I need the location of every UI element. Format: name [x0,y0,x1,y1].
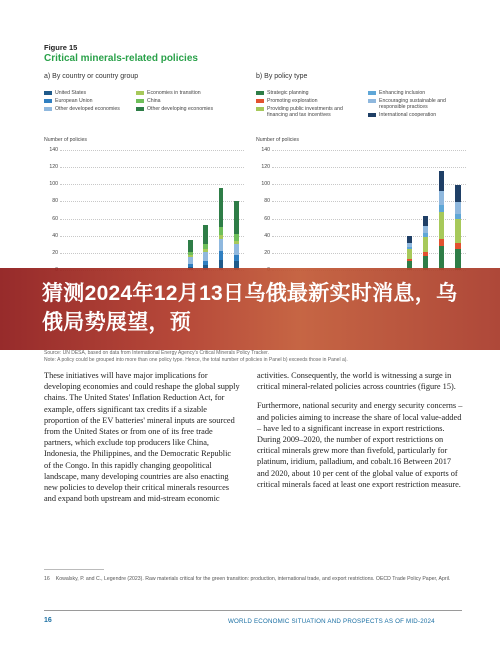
bar-segment [407,249,412,259]
y-tick-label: 120 [261,164,270,171]
legend-label: Promoting exploration [267,98,318,104]
body-paragraph: These initiatives will have major implications for developing economies and could reshape the global supply chains. The United States' Inflation Reduction Act, for example, offers significant tax credits if a sizable proportion of the EV batteries' mineral inputs are sourced from the United States or from one of its free trade partners, which exclude top producers like China, Indonesia, the Philippines, and the Democratic Republic of the Congo. In this rapidly changing geopolitical landscape, many developing countries are also enacting new policies to develop their critical minerals resources and expand both upstream and mid-stream economic [44,371,240,504]
legend-item [368,112,436,118]
legend-item [136,90,201,96]
headline-text: 猜测2024年12月13日乌俄最新实时消息，乌俄局势展望，预 [42,282,458,334]
legend-swatch [136,107,144,111]
gridline [60,201,244,202]
legend-swatch [44,99,52,103]
panel-b-title: b) By policy type [256,73,308,80]
legend-item [256,98,317,104]
y-tick-label: 60 [52,215,58,222]
footnote-separator [44,569,104,570]
bar-segment [407,243,412,247]
y-tick-label: 140 [261,147,270,153]
y-tick-label: 100 [49,181,58,188]
body-paragraph: Furthermore, national security and energy security concerns – and policies aiming to increase the share of local value-added – have led to a significant increase in export restrictions. During 2009–2020, the number of export restrictions on critical minerals grew more than fivefold, particularly for platinum, iridium, palladium, and cobalt.16 Between 2017 and 2020, about 10 per cent of the global value of exports of critical minerals faced at least one export restriction measure. [257,401,463,489]
footnote [44,576,464,583]
bar-segment [234,201,239,234]
bar-segment [423,226,428,233]
legend-item [44,98,93,104]
body-right-column [257,370,463,498]
legend-swatch [136,91,144,95]
bar-segment [423,233,428,236]
figure-source-note [44,350,464,363]
bar-segment [455,202,460,214]
gridline [272,201,466,202]
y-tick-label: 40 [52,232,58,239]
legend-label: Economies in transition [147,90,201,96]
legend-label: United States [55,90,87,96]
gridline [60,236,244,237]
gridline [60,150,244,151]
bar-segment [203,252,208,261]
bar-segment [188,257,193,264]
legend-item [368,90,425,96]
bar-segment [234,244,239,254]
legend-swatch [368,91,376,95]
gridline [272,150,466,151]
y-tick-label: 100 [261,181,270,188]
gridline [60,219,244,220]
legend-swatch [256,99,264,103]
legend-label: Enhancing inclusion [379,90,426,96]
bar-segment [455,243,460,249]
panel-a-title: a) By country or country group [44,73,139,80]
legend-swatch [368,113,376,117]
bar-segment [203,249,208,252]
figure-source: Source: UN DESA, based on data from International Energy Agency's Critical Minerals Policy Tracker. [44,350,269,356]
legend-label: Encouraging sustainable and responsible practices [379,98,446,110]
bar-segment [188,255,193,257]
bar-segment [423,216,428,226]
footer-title: WORLD ECONOMIC SITUATION AND PROSPECTS AS OF MID-2024 [228,618,435,625]
y-tick-label: 120 [49,164,58,171]
bar-segment [455,214,460,219]
legend-label: International cooperation [379,112,437,118]
page-number: 16 [44,617,52,624]
bar-segment [219,251,224,260]
bar-segment [219,235,224,239]
legend-item [44,106,124,112]
gridline [60,253,244,254]
legend-label: China [147,98,161,104]
legend-swatch [368,99,376,103]
legend-item [368,98,464,110]
bar-segment [455,185,460,202]
bar-segment [188,240,193,252]
legend-item [256,90,309,96]
body-paragraph: activities. Consequently, the world is witnessing a surge in critical mineral-related policies across countries (figure 15). [257,371,456,392]
chart-panel-b [256,146,466,274]
bar-segment [203,261,208,265]
bar-segment [203,225,208,244]
gridline [272,219,466,220]
bar-segment [219,227,224,235]
legend-label: Strategic planning [267,90,309,96]
figure-label: Figure 15 [44,43,78,52]
y-tick-label: 20 [264,249,270,256]
y-tick-label: 20 [52,249,58,256]
y-tick-label: 140 [49,147,58,153]
gridline [60,184,244,185]
bar-segment [423,252,428,256]
y-tick-label: 80 [264,198,270,205]
legend-item [136,98,161,104]
legend-swatch [256,107,264,111]
bar-segment [234,234,239,241]
bar-segment [455,249,460,270]
y-tick-label: 80 [52,198,58,205]
bar-segment [439,212,444,239]
bar-segment [439,191,444,205]
figure-note: Note: A policy could be grouped into more than one policy type. Hence, the total number of policies in Panel b) exceeds those in Panel a). [44,356,348,363]
legend-swatch [136,99,144,103]
gridline [272,167,466,168]
legend-item [44,90,86,96]
bar-segment [439,246,444,270]
legend-swatch [44,91,52,95]
bar-segment [439,239,444,246]
legend-item [136,106,216,112]
y-tick-label: 40 [264,232,270,239]
bar-segment [188,264,193,267]
legend-label: Other developing economies [147,106,214,112]
gridline [272,253,466,254]
bar-segment [219,239,224,251]
panel-b-legend [256,90,466,130]
footnote-number: 16 [44,576,50,582]
bar-segment [188,252,193,255]
bar-segment [407,247,412,249]
gridline [272,236,466,237]
legend-swatch [256,91,264,95]
bar-segment [407,259,412,262]
bar-segment [407,236,412,243]
gridline [272,184,466,185]
figure-title: Critical minerals-related policies [44,53,198,64]
panel-a-y-caption: Number of policies [44,137,87,143]
panel-a-legend [44,90,244,130]
bar-segment [439,205,444,212]
legend-swatch [44,107,52,111]
bar-segment [423,237,428,252]
legend-label: Providing public investments and financing and tax incentives [267,106,343,118]
body-left-column [44,370,240,512]
panel-b-y-caption: Number of policies [256,137,299,143]
bar-segment [219,188,224,227]
bar-segment [439,171,444,192]
footnote-text: Kowalsky, P. and C., Legendre (2023). Raw materials critical for the green transition: production, international trade, and export restrictions. OECD Trade Policy Paper, April. [55,576,451,582]
gridline [60,167,244,168]
bar-segment [234,241,239,244]
chart-panel-a [44,146,244,274]
legend-label: Other developed economies [55,106,120,112]
bar-segment [234,255,239,262]
bar-segment [203,244,208,249]
bar-segment [455,219,460,243]
legend-item [256,106,356,118]
footer-rule [44,610,462,611]
legend-label: European Union [55,98,93,104]
y-tick-label: 60 [264,215,270,222]
